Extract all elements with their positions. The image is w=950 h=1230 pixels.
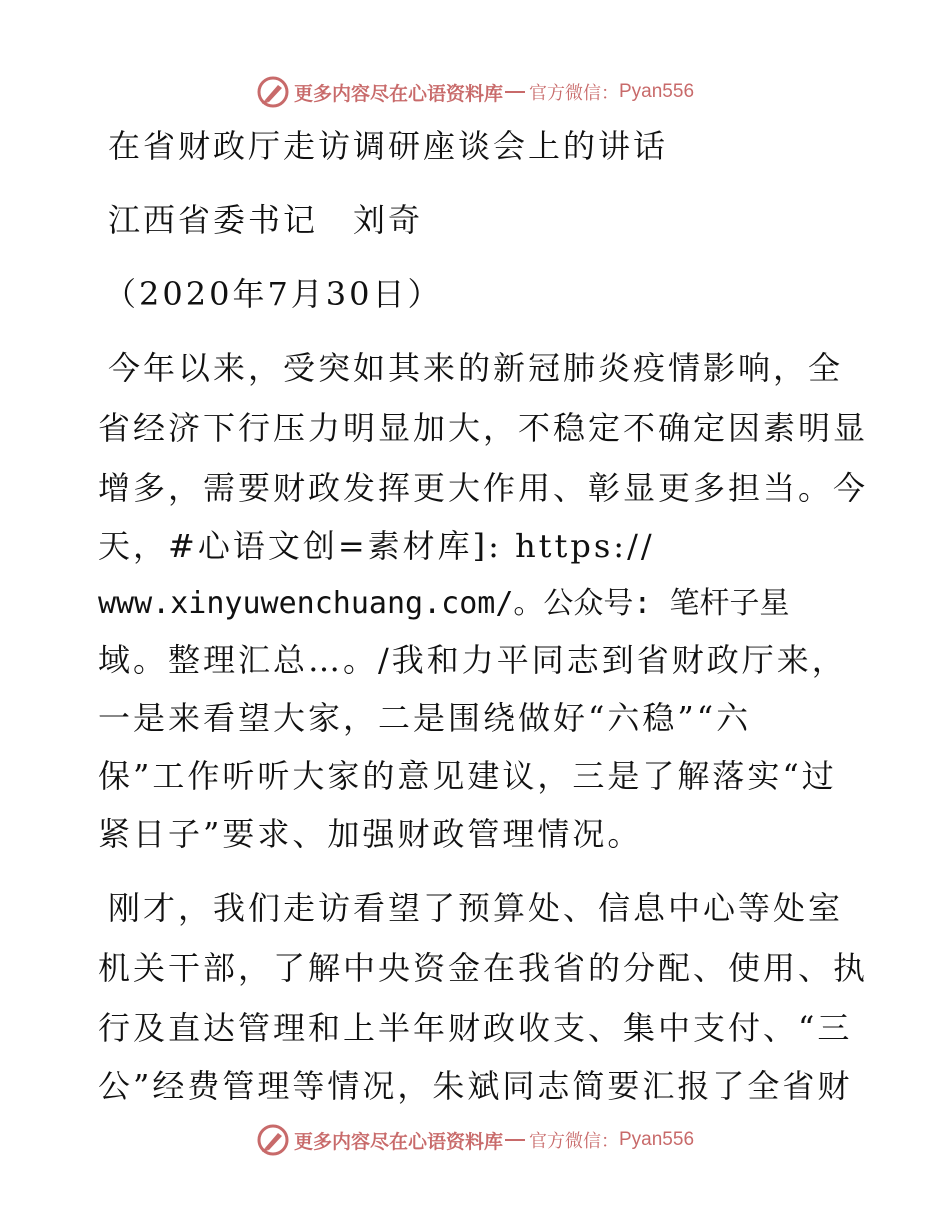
paragraph-line: 省经济下行压力明显加大，不稳定不确定因素明显 <box>98 409 869 447</box>
paragraph-line: 机关干部，了解中央资金在我省的分配、使用、执 <box>98 949 869 987</box>
paragraph-line: 天，#心语文创=素材库]: https:// <box>98 527 655 565</box>
paragraph-line: 域。整理汇总…。/我和力平同志到省财政厅来， <box>98 641 847 679</box>
watermark-wechat-id: Pyan556 <box>619 1129 695 1150</box>
watermark-wechat-id: Pyan556 <box>619 81 695 102</box>
paragraph-line: 公”经费管理等情况，朱斌同志简要汇报了全省财 <box>98 1067 853 1105</box>
watermark-footer <box>0 1120 950 1160</box>
paragraph-line: www.xinyuwenchuang.com/。公众号: 笔杆子星 <box>98 586 790 621</box>
watermark-dash <box>505 1139 525 1141</box>
watermark-label: 官方微信： <box>529 1131 619 1152</box>
pen-logo-icon <box>256 75 290 109</box>
document-date: （2020年7月30日） <box>104 275 443 313</box>
paragraph-line: 今年以来，受突如其来的新冠肺炎疫情影响，全 <box>108 349 844 387</box>
paragraph-line: 增多，需要财政发挥更大作用、彰显更多担当。今 <box>98 469 869 507</box>
paragraph-line: 紧日子”要求、加强财政管理情况。 <box>98 815 643 853</box>
watermark-header <box>0 72 950 112</box>
document-author: 江西省委书记 刘奇 <box>108 201 424 239</box>
paragraph-line: 刚才，我们走访看望了预算处、信息中心等处室 <box>108 889 844 927</box>
watermark-brand: 更多内容尽在心语资料库 <box>293 1130 503 1153</box>
paragraph-line: 行及直达管理和上半年财政收支、集中支付、“三 <box>98 1009 853 1047</box>
paragraph-line: 保”工作听听大家的意见建议，三是了解落实“过 <box>98 757 837 795</box>
watermark-dash <box>505 91 525 93</box>
pen-logo-icon <box>256 1123 290 1157</box>
paragraph-line: 一是来看望大家，二是围绕做好“六稳”“六 <box>98 699 752 737</box>
watermark-label: 官方微信： <box>529 83 619 104</box>
watermark-brand: 更多内容尽在心语资料库 <box>293 82 503 105</box>
document-title: 在省财政厅走访调研座谈会上的讲话 <box>108 127 669 165</box>
